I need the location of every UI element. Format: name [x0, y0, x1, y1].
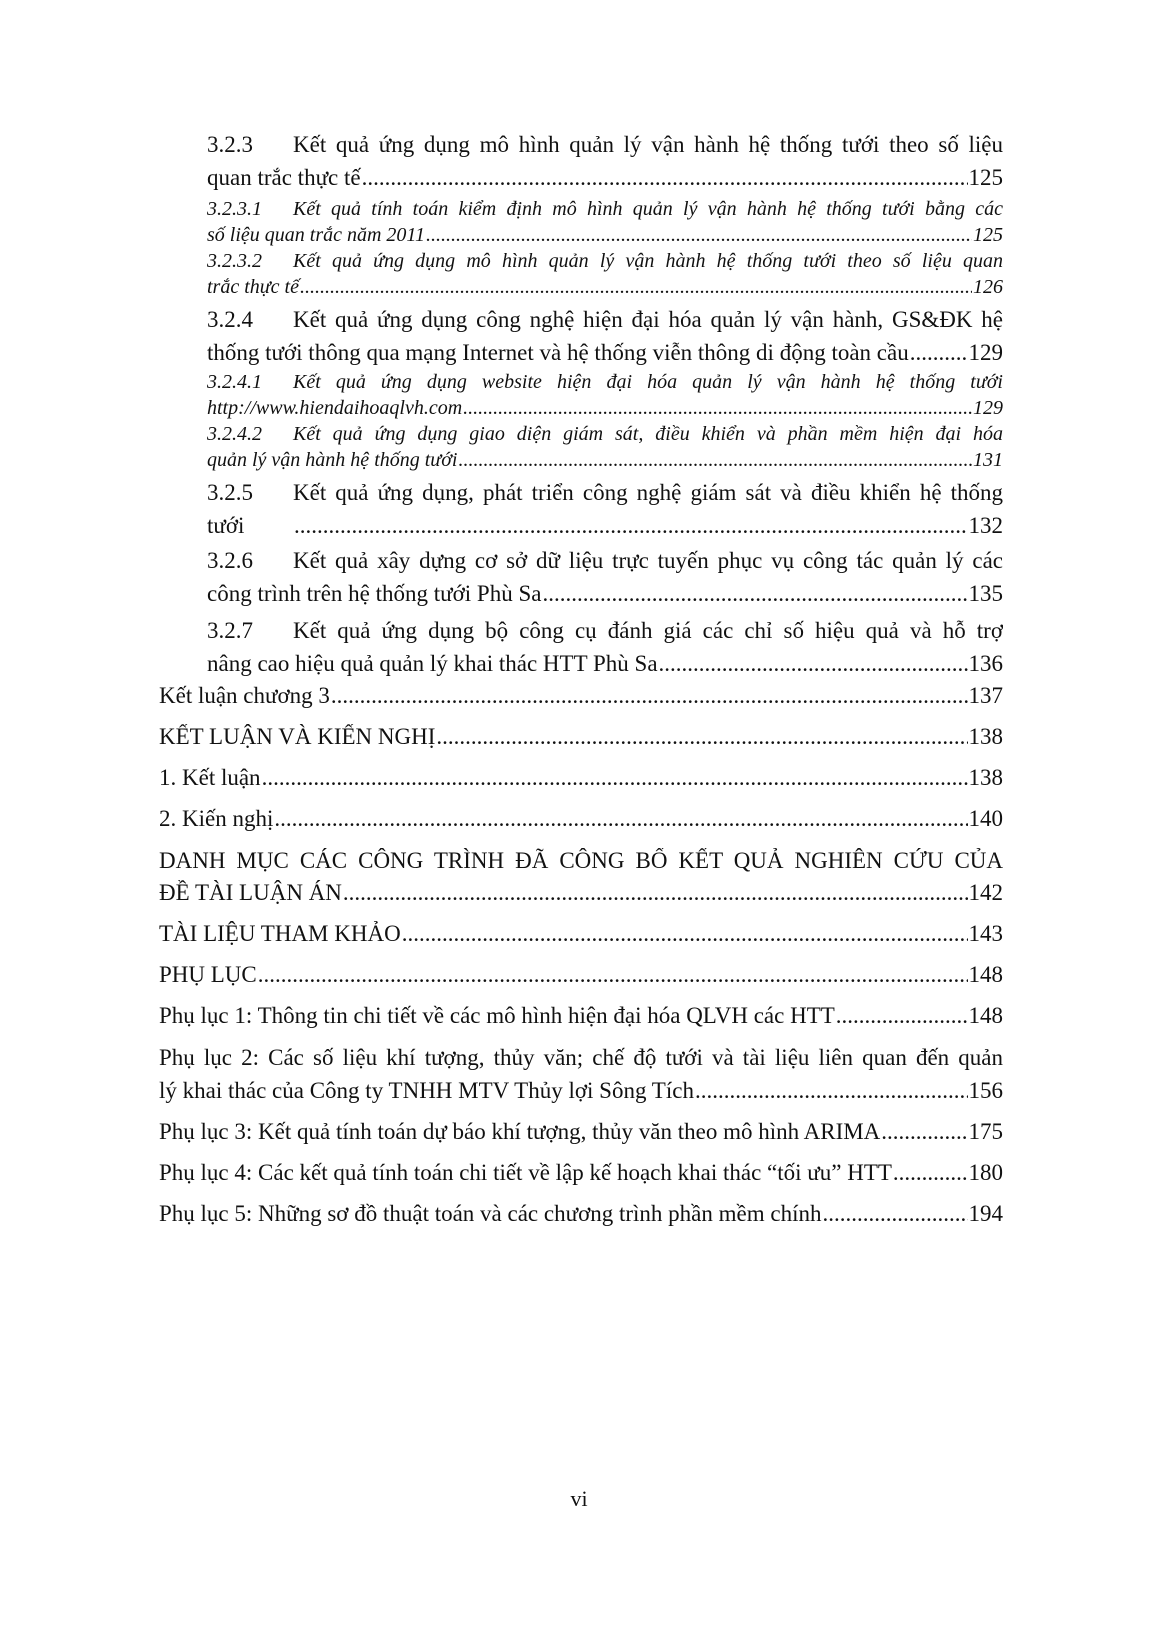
dot-leader: [822, 1201, 967, 1227]
toc-title: Kết quả ứng dụng, phát triển công nghệ giám sát và điều khiển hệ thống: [293, 480, 1003, 505]
toc-title: Phụ lục 3: Kết quả tính toán dự báo khí tượng, thủy văn theo mô hình ARIMA: [159, 1119, 881, 1144]
dot-leader: [695, 1078, 968, 1104]
dot-leader: [426, 224, 972, 247]
toc-number: 3.2.4: [207, 307, 253, 332]
page-number: vi: [570, 1486, 588, 1511]
toc-page: 129: [968, 340, 1003, 365]
toc-page: 132: [968, 513, 1003, 538]
dot-leader: [836, 1003, 968, 1029]
toc-page: 137: [968, 683, 1003, 708]
toc-title-cont: lý khai thác của Công ty TNHH MTV Thủy lợi Sông Tích: [159, 1078, 694, 1103]
toc-title-cont: nâng cao hiệu quả quản lý khai thác HTT Phù Sa: [207, 651, 658, 676]
toc-title-cont: công trình trên hệ thống tưới Phù Sa: [207, 581, 542, 606]
dot-leader: [331, 683, 968, 709]
dot-leader: [881, 1119, 967, 1145]
toc-page: 143: [968, 921, 1003, 946]
toc-page: 148: [968, 1003, 1003, 1028]
toc-page: 126: [973, 276, 1003, 298]
dot-leader: [659, 651, 968, 677]
dot-leader: [910, 340, 968, 366]
dot-leader: [300, 276, 972, 299]
toc-title: Kết quả tính toán kiểm định mô hình quản lý vận hành hệ thống tưới bằng các: [293, 198, 1003, 220]
toc-page: 175: [968, 1119, 1003, 1144]
dot-leader: [362, 165, 968, 191]
toc-title-cont: thống tưới thông qua mạng Internet và hệ thống viễn thông di động toàn cầu: [207, 340, 909, 365]
toc-title: Kết quả ứng dụng bộ công cụ đánh giá các chỉ số hiệu quả và hỗ trợ: [293, 618, 1003, 643]
toc-number: 3.2.4.1: [207, 371, 262, 393]
toc-page: 194: [968, 1201, 1003, 1226]
toc-title-cont: số liệu quan trắc năm 2011: [207, 224, 425, 246]
toc-title: Phụ lục 1: Thông tin chi tiết về các mô hình hiện đại hóa QLVH các HTT: [159, 1003, 835, 1028]
toc-number: 3.2.3: [207, 132, 253, 157]
toc-number: 3.2.3.1: [207, 198, 262, 220]
toc-title-cont: ĐỀ TÀI LUẬN ÁN: [159, 880, 342, 905]
toc-title: TÀI LIỆU THAM KHẢO: [159, 921, 401, 946]
dot-leader: [436, 724, 967, 750]
toc-title: Phụ lục 5: Những sơ đồ thuật toán và các chương trình phần mềm chính: [159, 1201, 822, 1226]
toc-title: Kết quả ứng dụng mô hình quản lý vận hành hệ thống tưới theo số liệu quan: [293, 250, 1003, 272]
toc-page: 135: [968, 581, 1003, 606]
dot-leader: [463, 397, 972, 420]
toc-number: 3.2.5: [207, 480, 253, 505]
toc-title: Kết quả ứng dụng công nghệ hiện đại hóa quản lý vận hành, GS&ĐK hệ: [293, 307, 1003, 332]
toc-number: 3.2.3.2: [207, 250, 262, 272]
dot-leader: [294, 513, 968, 539]
toc-title-cont: http://www.hiendaihoaqlvh.com: [207, 397, 463, 419]
toc-title: PHỤ LỤC: [159, 962, 257, 987]
toc-title: Phụ lục 2: Các số liệu khí tượng, thủy văn; chế độ tưới và tài liệu liên quan đến quản: [159, 1045, 1003, 1070]
dot-leader: [458, 449, 972, 472]
toc-number: 3.2.4.2: [207, 423, 262, 445]
toc-page: 131: [973, 449, 1003, 471]
toc-title: Kết quả ứng dụng website hiện đại hóa quản lý vận hành hệ thống tưới: [293, 371, 1003, 393]
toc-title: Kết luận chương 3: [159, 683, 330, 708]
toc-title: DANH MỤC CÁC CÔNG TRÌNH ĐÃ CÔNG BỐ KẾT QUẢ NGHIÊN CỨU CỦA: [159, 848, 1003, 873]
dot-leader: [542, 581, 967, 607]
toc-title-cont: quản lý vận hành hệ thống tưới: [207, 449, 458, 471]
toc-title: KẾT LUẬN VÀ KIẾN NGHỊ: [159, 724, 436, 749]
dot-leader: [893, 1160, 968, 1186]
dot-leader: [262, 765, 968, 791]
toc-title: 2. Kiến nghị: [159, 806, 274, 831]
dot-leader: [402, 921, 968, 947]
toc-page: 142: [968, 880, 1003, 905]
toc-page: 138: [968, 724, 1003, 749]
toc-page: 156: [968, 1078, 1003, 1103]
dot-leader: [274, 806, 967, 832]
toc-title: Kết quả ứng dụng giao diện giám sát, điều khiển và phần mềm hiện đại hóa: [293, 423, 1003, 445]
dot-leader: [343, 880, 968, 906]
toc-page: 129: [973, 397, 1003, 419]
toc-page: 136: [968, 651, 1003, 676]
toc-page: 125: [973, 224, 1003, 246]
toc-title: 1. Kết luận: [159, 765, 261, 790]
toc-page: 148: [968, 962, 1003, 987]
toc-page: 138: [968, 765, 1003, 790]
toc-title: Kết quả xây dựng cơ sở dữ liệu trực tuyến phục vụ công tác quản lý các: [293, 548, 1003, 573]
toc-title-cont: quan trắc thực tế: [207, 165, 361, 190]
toc-number: 3.2.6: [207, 548, 253, 573]
toc-page: 125: [968, 165, 1003, 190]
toc-title: Kết quả ứng dụng mô hình quản lý vận hành hệ thống tưới theo số liệu: [293, 132, 1003, 157]
toc-title: Phụ lục 4: Các kết quả tính toán chi tiết về lập kế hoạch khai thác “tối ưu” HTT: [159, 1160, 892, 1185]
toc-title-cont: tưới: [207, 513, 245, 538]
toc-title-cont: trắc thực tế: [207, 276, 299, 298]
toc-page: 140: [968, 806, 1003, 831]
toc-number: 3.2.7: [207, 618, 253, 643]
dot-leader: [258, 962, 968, 988]
toc-page: 180: [968, 1160, 1003, 1185]
